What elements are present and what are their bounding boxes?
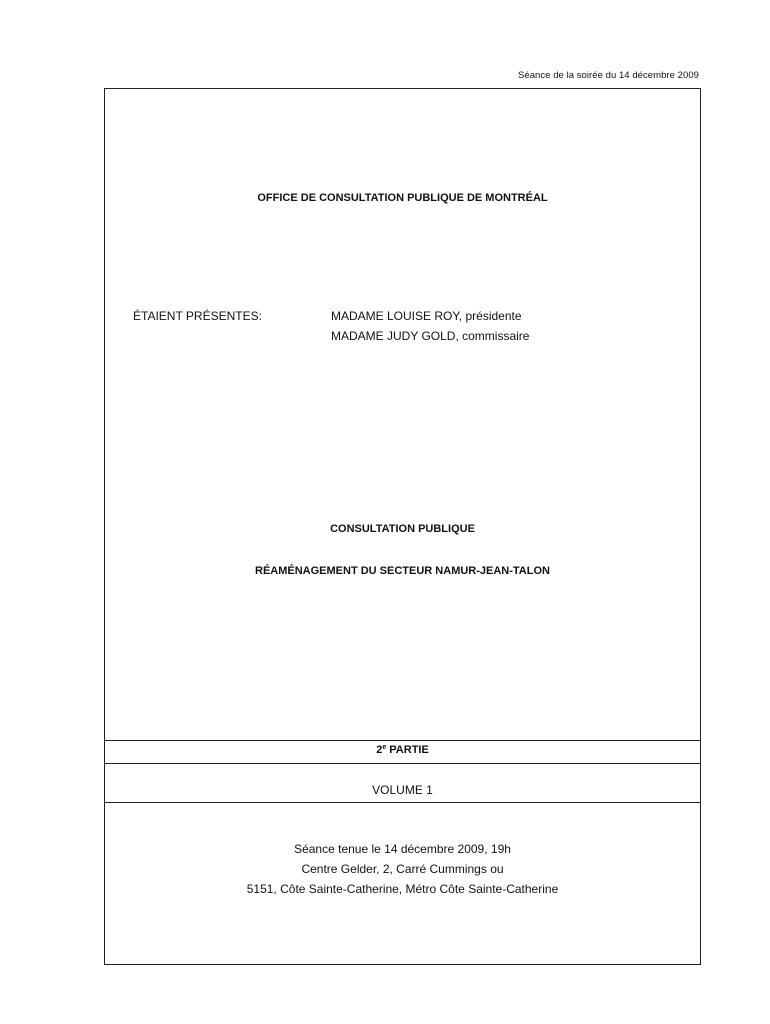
session-details (105, 842, 700, 902)
project-title: RÉAMÉNAGEMENT DU SECTEUR NAMUR-JEAN-TALON (255, 565, 550, 577)
present-members-list (331, 309, 529, 349)
page-header-session-date: Séance de la soirée du 14 décembre 2009 (518, 70, 699, 81)
volume-label: VOLUME 1 (372, 783, 433, 797)
divider-middle (105, 763, 700, 764)
session-line: Séance tenue le 14 décembre 2009, 19h (294, 842, 511, 856)
partie-superscript: e (382, 744, 387, 751)
session-line: 5151, Côte Sainte-Catherine, Métro Côte Sainte-Catherine (246, 882, 559, 896)
divider-top (105, 740, 700, 741)
consultation-heading: CONSULTATION PUBLIQUE (330, 523, 475, 535)
partie-number: 2 (376, 744, 383, 756)
present-member: MADAME LOUISE ROY, présidente (331, 309, 522, 323)
partie-label (105, 744, 700, 756)
partie-text: PARTIE (389, 744, 429, 756)
cover-frame (104, 88, 701, 965)
present-label: ÉTAIENT PRÉSENTES: (133, 309, 262, 323)
divider-bottom (105, 802, 700, 803)
present-member: MADAME JUDY GOLD, commissaire (331, 329, 530, 343)
organization-title: OFFICE DE CONSULTATION PUBLIQUE DE MONTRÉAL (257, 192, 548, 204)
session-line: Centre Gelder, 2, Carré Cummings ou (301, 862, 504, 876)
